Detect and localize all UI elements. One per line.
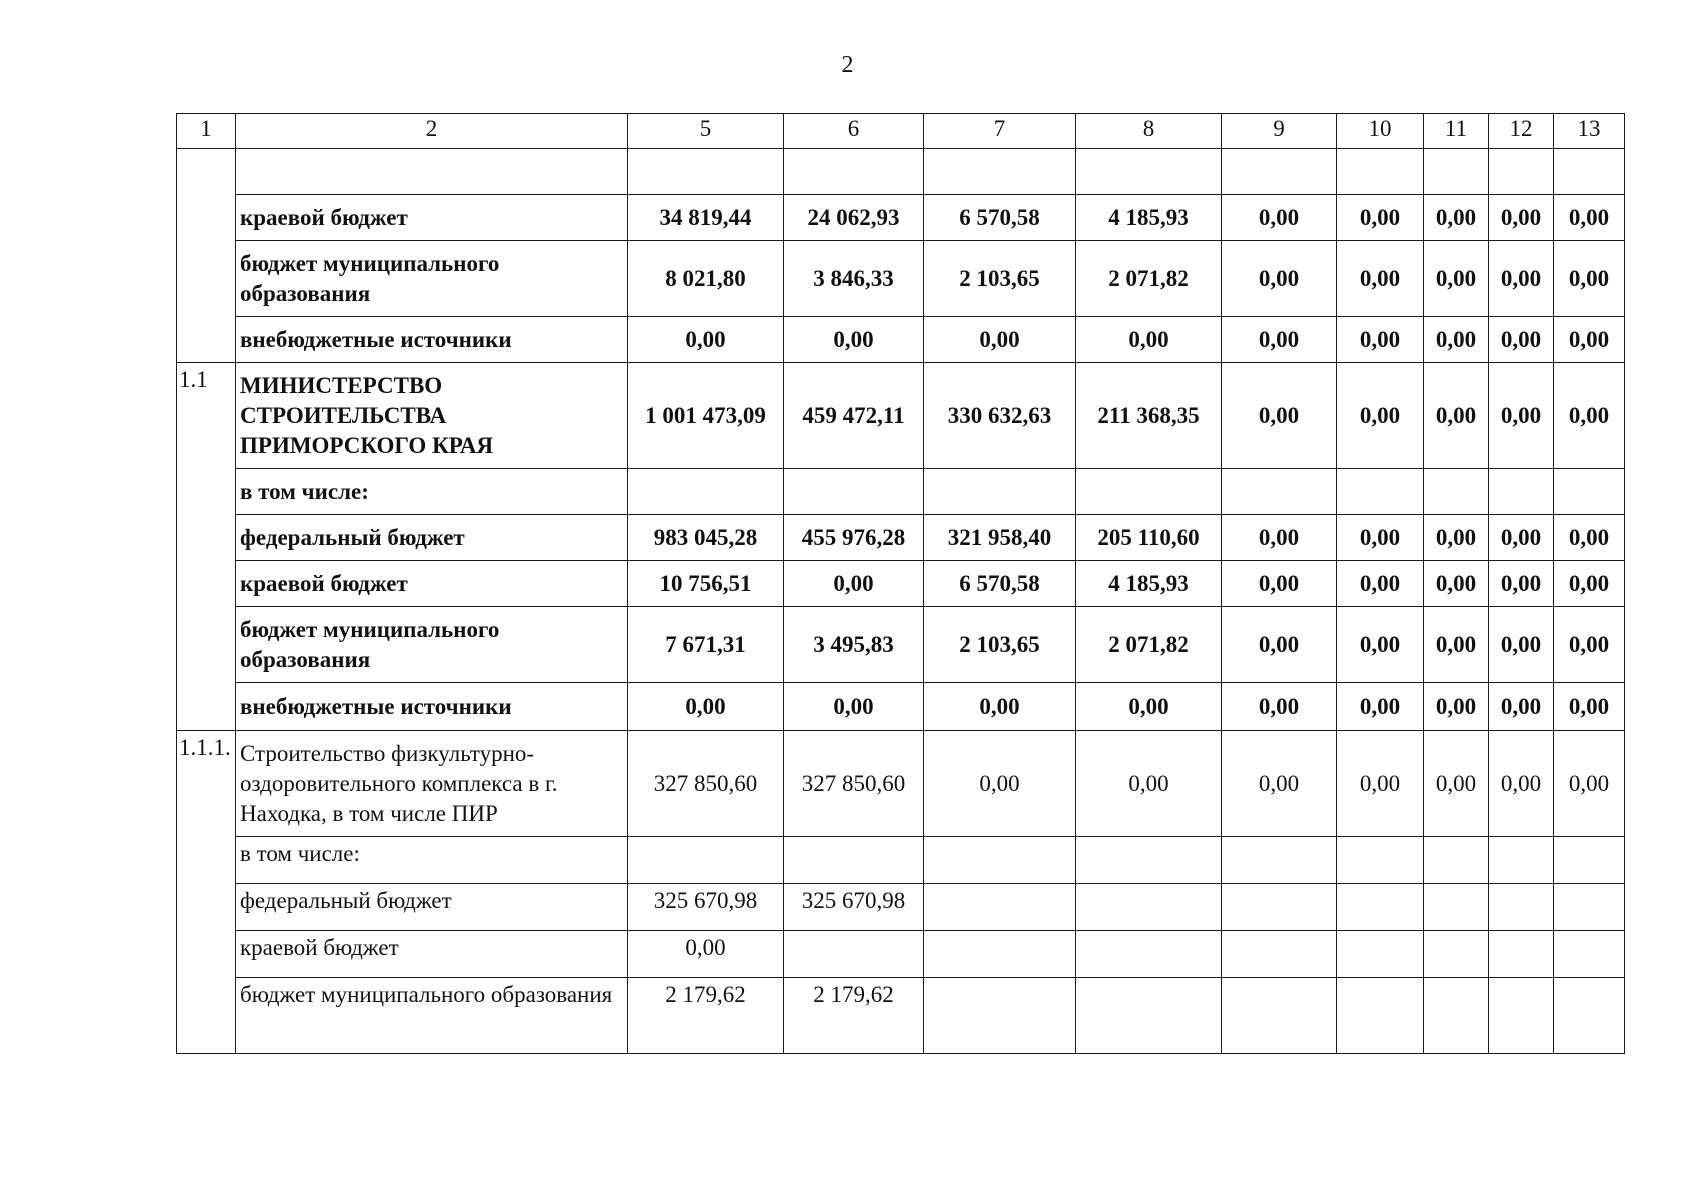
table-row bbox=[177, 731, 1625, 837]
value-cell: 0,00 bbox=[1222, 241, 1337, 317]
value-cell bbox=[1554, 837, 1625, 884]
value-cell bbox=[1076, 837, 1222, 884]
value-cell bbox=[1554, 469, 1625, 515]
value-cell bbox=[1222, 978, 1337, 1054]
value-cell: 0,00 bbox=[1337, 241, 1424, 317]
value-cell: 0,00 bbox=[1554, 731, 1625, 837]
value-cell: 0,00 bbox=[1222, 607, 1337, 683]
value-cell: 330 632,63 bbox=[924, 363, 1076, 469]
value-cell: 2 071,82 bbox=[1076, 241, 1222, 317]
value-cell: 6 570,58 bbox=[924, 561, 1076, 607]
value-cell: 0,00 bbox=[1337, 515, 1424, 561]
value-cell: 455 976,28 bbox=[784, 515, 924, 561]
value-cell: 0,00 bbox=[628, 317, 784, 363]
value-cell bbox=[628, 837, 784, 884]
value-cell: 0,00 bbox=[1554, 317, 1625, 363]
value-cell: 0,00 bbox=[1337, 317, 1424, 363]
value-cell bbox=[1424, 884, 1489, 931]
value-cell: 0,00 bbox=[1554, 607, 1625, 683]
value-cell bbox=[1489, 884, 1554, 931]
value-cell: 327 850,60 bbox=[784, 731, 924, 837]
value-cell bbox=[1554, 884, 1625, 931]
header-cell: 13 bbox=[1554, 114, 1625, 149]
row-label-cell: краевой бюджет bbox=[236, 195, 628, 241]
value-cell bbox=[1222, 149, 1337, 195]
value-cell: 0,00 bbox=[1489, 515, 1554, 561]
table-row bbox=[177, 978, 1625, 1054]
row-label-cell bbox=[236, 149, 628, 195]
value-cell: 0,00 bbox=[1076, 731, 1222, 837]
row-number-cell: 1.1 bbox=[177, 363, 236, 731]
header-cell: 8 bbox=[1076, 114, 1222, 149]
value-cell bbox=[1222, 469, 1337, 515]
value-cell bbox=[628, 469, 784, 515]
value-cell: 6 570,58 bbox=[924, 195, 1076, 241]
value-cell bbox=[1222, 837, 1337, 884]
header-cell: 12 bbox=[1489, 114, 1554, 149]
value-cell: 0,00 bbox=[1554, 561, 1625, 607]
value-cell bbox=[1424, 149, 1489, 195]
header-cell: 10 bbox=[1337, 114, 1424, 149]
value-cell: 3 495,83 bbox=[784, 607, 924, 683]
table-row bbox=[177, 683, 1625, 731]
value-cell bbox=[784, 931, 924, 978]
table-row bbox=[177, 469, 1625, 515]
value-cell: 2 103,65 bbox=[924, 607, 1076, 683]
value-cell: 0,00 bbox=[1337, 607, 1424, 683]
value-cell: 24 062,93 bbox=[784, 195, 924, 241]
value-cell: 0,00 bbox=[1489, 317, 1554, 363]
value-cell: 4 185,93 bbox=[1076, 195, 1222, 241]
header-cell: 7 bbox=[924, 114, 1076, 149]
value-cell: 3 846,33 bbox=[784, 241, 924, 317]
value-cell: 459 472,11 bbox=[784, 363, 924, 469]
value-cell bbox=[1337, 837, 1424, 884]
value-cell bbox=[1337, 469, 1424, 515]
value-cell bbox=[1076, 931, 1222, 978]
row-label-cell: бюджет муниципального образования bbox=[236, 978, 628, 1054]
row-label-cell: внебюджетные источники bbox=[236, 683, 628, 731]
value-cell: 0,00 bbox=[1076, 317, 1222, 363]
value-cell: 2 179,62 bbox=[784, 978, 924, 1054]
table-row bbox=[177, 561, 1625, 607]
header-cell: 5 bbox=[628, 114, 784, 149]
value-cell: 0,00 bbox=[1337, 731, 1424, 837]
value-cell: 0,00 bbox=[1489, 683, 1554, 731]
value-cell: 8 021,80 bbox=[628, 241, 784, 317]
value-cell bbox=[784, 837, 924, 884]
value-cell: 0,00 bbox=[628, 683, 784, 731]
value-cell: 34 819,44 bbox=[628, 195, 784, 241]
row-label-cell: внебюджетные источники bbox=[236, 317, 628, 363]
value-cell: 0,00 bbox=[1424, 515, 1489, 561]
value-cell bbox=[1424, 837, 1489, 884]
value-cell: 0,00 bbox=[924, 317, 1076, 363]
value-cell bbox=[1489, 931, 1554, 978]
value-cell bbox=[924, 837, 1076, 884]
value-cell: 0,00 bbox=[1554, 515, 1625, 561]
value-cell bbox=[924, 469, 1076, 515]
value-cell: 0,00 bbox=[1424, 683, 1489, 731]
header-cell: 6 bbox=[784, 114, 924, 149]
row-number-cell: 1.1.1. bbox=[177, 731, 236, 1054]
table-row bbox=[177, 363, 1625, 469]
table-row bbox=[177, 149, 1625, 195]
value-cell bbox=[1222, 884, 1337, 931]
value-cell bbox=[1337, 978, 1424, 1054]
header-cell: 11 bbox=[1424, 114, 1489, 149]
value-cell: 327 850,60 bbox=[628, 731, 784, 837]
table-row bbox=[177, 195, 1625, 241]
value-cell: 0,00 bbox=[1424, 241, 1489, 317]
value-cell: 0,00 bbox=[1424, 607, 1489, 683]
row-label-cell: в том числе: bbox=[236, 469, 628, 515]
value-cell: 0,00 bbox=[1489, 731, 1554, 837]
value-cell bbox=[784, 149, 924, 195]
table-row bbox=[177, 317, 1625, 363]
value-cell: 0,00 bbox=[784, 317, 924, 363]
row-label-cell: краевой бюджет bbox=[236, 561, 628, 607]
value-cell: 0,00 bbox=[1489, 241, 1554, 317]
value-cell: 0,00 bbox=[1489, 195, 1554, 241]
value-cell: 205 110,60 bbox=[1076, 515, 1222, 561]
header-cell: 1 bbox=[177, 114, 236, 149]
page-number: 2 bbox=[841, 52, 854, 78]
value-cell: 0,00 bbox=[1337, 683, 1424, 731]
value-cell: 0,00 bbox=[1222, 317, 1337, 363]
table-row bbox=[177, 884, 1625, 931]
value-cell: 0,00 bbox=[1489, 363, 1554, 469]
value-cell: 0,00 bbox=[1489, 607, 1554, 683]
value-cell bbox=[1076, 469, 1222, 515]
value-cell: 983 045,28 bbox=[628, 515, 784, 561]
row-label-cell: федеральный бюджет bbox=[236, 515, 628, 561]
value-cell: 0,00 bbox=[1554, 195, 1625, 241]
value-cell: 0,00 bbox=[784, 683, 924, 731]
value-cell: 211 368,35 bbox=[1076, 363, 1222, 469]
value-cell: 2 071,82 bbox=[1076, 607, 1222, 683]
value-cell: 0,00 bbox=[628, 931, 784, 978]
row-label-cell: в том числе: bbox=[236, 837, 628, 884]
value-cell bbox=[1076, 978, 1222, 1054]
value-cell bbox=[1489, 978, 1554, 1054]
value-cell: 321 958,40 bbox=[924, 515, 1076, 561]
value-cell bbox=[1489, 837, 1554, 884]
value-cell bbox=[1489, 149, 1554, 195]
value-cell: 0,00 bbox=[784, 561, 924, 607]
value-cell: 325 670,98 bbox=[628, 884, 784, 931]
value-cell: 2 179,62 bbox=[628, 978, 784, 1054]
budget-table bbox=[176, 113, 1625, 1054]
value-cell: 10 756,51 bbox=[628, 561, 784, 607]
header-cell: 2 bbox=[236, 114, 628, 149]
value-cell: 0,00 bbox=[1424, 317, 1489, 363]
value-cell: 1 001 473,09 bbox=[628, 363, 784, 469]
value-cell: 0,00 bbox=[1554, 683, 1625, 731]
value-cell bbox=[1554, 978, 1625, 1054]
row-label-cell: федеральный бюджет bbox=[236, 884, 628, 931]
value-cell bbox=[924, 931, 1076, 978]
value-cell: 0,00 bbox=[1424, 561, 1489, 607]
value-cell bbox=[1554, 149, 1625, 195]
row-label-cell: Строительство физкультурно-оздоровительного комплекса в г. Находка, в том числе ПИР bbox=[236, 731, 628, 837]
value-cell bbox=[1337, 931, 1424, 978]
value-cell: 0,00 bbox=[1554, 363, 1625, 469]
value-cell: 0,00 bbox=[1222, 561, 1337, 607]
row-label-cell: МИНИСТЕРСТВО СТРОИТЕЛЬСТВА ПРИМОРСКОГО КРАЯ bbox=[236, 363, 628, 469]
value-cell: 0,00 bbox=[1337, 195, 1424, 241]
table-row bbox=[177, 931, 1625, 978]
value-cell: 0,00 bbox=[924, 683, 1076, 731]
value-cell bbox=[1424, 469, 1489, 515]
value-cell bbox=[924, 884, 1076, 931]
table-row bbox=[177, 515, 1625, 561]
value-cell bbox=[1337, 884, 1424, 931]
value-cell bbox=[924, 978, 1076, 1054]
table-row bbox=[177, 837, 1625, 884]
value-cell bbox=[784, 469, 924, 515]
value-cell: 0,00 bbox=[1222, 195, 1337, 241]
value-cell bbox=[924, 149, 1076, 195]
value-cell: 0,00 bbox=[1424, 363, 1489, 469]
value-cell: 0,00 bbox=[1337, 363, 1424, 469]
row-label-cell: краевой бюджет bbox=[236, 931, 628, 978]
value-cell: 0,00 bbox=[1222, 515, 1337, 561]
value-cell bbox=[1424, 931, 1489, 978]
value-cell: 0,00 bbox=[1554, 241, 1625, 317]
value-cell: 0,00 bbox=[1076, 683, 1222, 731]
value-cell: 0,00 bbox=[1424, 195, 1489, 241]
value-cell bbox=[628, 149, 784, 195]
value-cell: 0,00 bbox=[924, 731, 1076, 837]
value-cell: 0,00 bbox=[1222, 731, 1337, 837]
value-cell: 325 670,98 bbox=[784, 884, 924, 931]
value-cell: 0,00 bbox=[1424, 731, 1489, 837]
value-cell: 0,00 bbox=[1337, 561, 1424, 607]
row-number-cell bbox=[177, 149, 236, 363]
column-number-header-row bbox=[177, 114, 1625, 149]
value-cell bbox=[1489, 469, 1554, 515]
value-cell: 4 185,93 bbox=[1076, 561, 1222, 607]
table-row bbox=[177, 607, 1625, 683]
value-cell bbox=[1222, 931, 1337, 978]
row-label-cell: бюджет муниципального образования bbox=[236, 241, 628, 317]
header-cell: 9 bbox=[1222, 114, 1337, 149]
value-cell: 7 671,31 bbox=[628, 607, 784, 683]
value-cell bbox=[1076, 149, 1222, 195]
value-cell: 2 103,65 bbox=[924, 241, 1076, 317]
value-cell bbox=[1554, 931, 1625, 978]
row-label-cell: бюджет муниципального образования bbox=[236, 607, 628, 683]
value-cell: 0,00 bbox=[1222, 363, 1337, 469]
value-cell bbox=[1424, 978, 1489, 1054]
value-cell: 0,00 bbox=[1222, 683, 1337, 731]
value-cell bbox=[1076, 884, 1222, 931]
value-cell: 0,00 bbox=[1489, 561, 1554, 607]
value-cell bbox=[1337, 149, 1424, 195]
table-row bbox=[177, 241, 1625, 317]
